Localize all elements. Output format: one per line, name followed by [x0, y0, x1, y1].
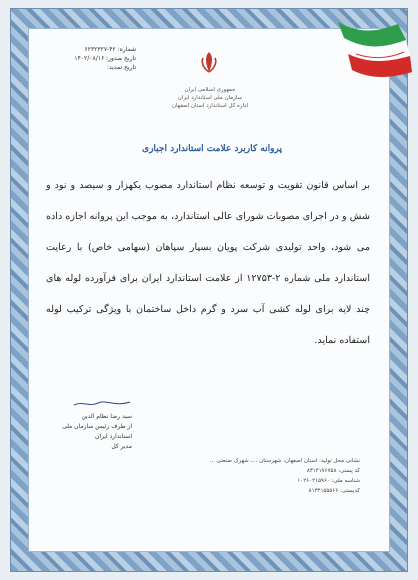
signer-name: سید رضا نظام الدین — [81, 413, 132, 420]
certificate-number: شماره: ۴۲-۶۲۳۲۳۲۷ — [84, 46, 136, 53]
iran-emblem-icon — [197, 50, 221, 74]
renewal-date: تاریخ تمدید: — [107, 64, 136, 71]
signature-block — [54, 398, 132, 452]
footer-line-3: شناسه ملی: ۱۰۲۶۰۲۱۵۹۶۰ — [297, 478, 360, 484]
emblem — [195, 50, 223, 78]
footer-line-2: کد پستی: ۸۳۱۴۱۷۶۷۵۸ — [306, 468, 360, 474]
footer-line-4: کدپستی: ۸۱۳۴۱۵۵۵۶۶ — [308, 488, 360, 494]
issuer-block — [165, 86, 255, 110]
footer-line-1: نشانی محل تولید: استان اصفهان، شهرستان ...، شهرک صنعتی ... — [209, 458, 360, 464]
footer-block — [60, 456, 360, 496]
iran-flag-icon — [298, 0, 418, 120]
header-block — [48, 45, 136, 72]
issuer-line-1: جمهوری اسلامی ایران — [184, 87, 236, 93]
certificate-title: پروانه کاربرد علامت استاندارد اجباری — [142, 144, 282, 154]
signature-icon — [72, 400, 132, 408]
certificate-body: بر اساس قانون تقویت و توسعه نظام استاندارد مصوب یکهزار و سیصد و نود و شش و در اجرای مصوبات شورای عالی استاندارد، به موجب این پروانه اجازه داده می شود، واحد تولیدی شرکت پویان بسپار سپاهان (سهامی خاص) با رعایت استاندارد ملی شماره ۲-۱۲۷۵۳ از علامت استاندارد ایران برای فرآورده لوله های چند لایه برای لوله کشی آب سرد و گرم داخل ساختمان با ویژگی ترکیب لوله استفاده نماید. — [46, 180, 370, 346]
issue-date: تاریخ صدور: ۱۴۰۲/۰۸/۱۶ — [74, 55, 136, 62]
issuer-line-2: سازمان ملی استاندارد ایران — [177, 95, 243, 101]
issuer-line-3: اداره کل استاندارد استان اصفهان — [171, 103, 249, 109]
signer-role: از طرف رئیس سازمان ملی استاندارد ایران — [62, 423, 132, 440]
signer-role-2: مدیر کل — [111, 443, 132, 450]
